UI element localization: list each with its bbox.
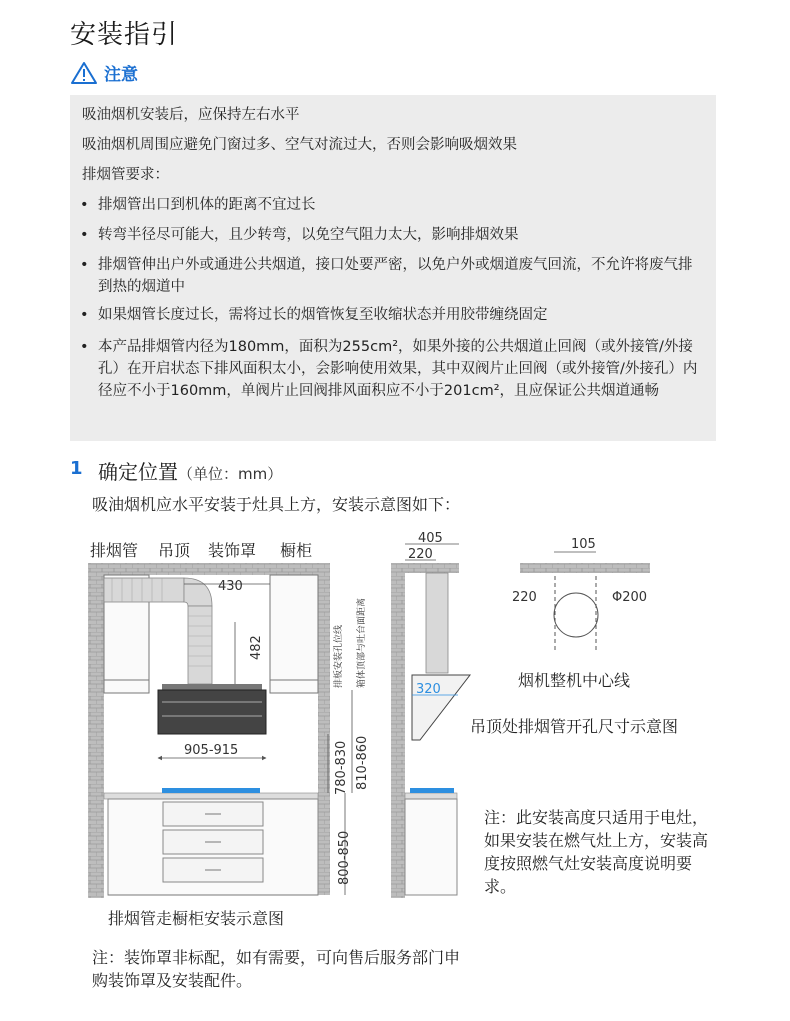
bullet-dot: •: [80, 339, 89, 355]
note-install-height: 注：此安装高度只适用于电灶，如果安装在燃气灶上方，安装高度按照燃气灶安装高度说明要求。: [484, 808, 709, 896]
label-ceiling: 吊顶: [158, 541, 191, 560]
bullet-text: 本产品排烟管内径为180mm，面积为255cm²，如果外接的公共烟道止回阀（或外接管/外接孔）在开启状态下排风面积太小，会影响使用效果，其中双阀片止回阀（或外接管/外接孔）内径应不小于160mm，单阀片止回阀排风面积应不小于201cm²，且应保证公共烟道通畅: [98, 339, 698, 399]
dim-800-850: 800-850: [337, 830, 352, 885]
center-line-label: 烟机整机中心线: [518, 671, 631, 690]
bullet-dot: •: [80, 197, 89, 213]
page-title: 安装指引: [70, 20, 179, 50]
ceiling-wall: [88, 563, 330, 575]
notice-line: 吸油烟机安装后，应保持左右水平: [82, 107, 300, 123]
hole-caption: 吊顶处排烟管开孔尺寸示意图: [470, 717, 679, 736]
section-title-text: 确定位置: [98, 460, 178, 484]
label-cover: 装饰罩: [208, 541, 257, 560]
bullet-text: 如果烟管长度过长，需将过长的烟管恢复至收缩状态并用胶带缠绕固定: [98, 307, 548, 323]
dim-220-hole: 220: [512, 590, 537, 605]
notice-line: 吸油烟机周围应避免门窗过多、空气对流过大，否则会影响吸烟效果: [82, 137, 517, 153]
side-pipe: [426, 573, 448, 673]
bullet-text: 排烟管伸出户外或通进公共烟道，接口处要严密，以免户外或烟道废气回流，不允许将废气排到热的烟道中: [98, 257, 693, 295]
note-decorative-cover: 注：装饰罩非标配，如有需要，可向售后服务部门申购装饰罩及安装配件。: [92, 948, 461, 990]
side-stove: [410, 788, 454, 793]
section-intro: 吸油烟机应水平安装于灶具上方，安装示意图如下：: [92, 495, 461, 514]
dim-780-830: 780-830: [334, 740, 349, 795]
dim-220: 220: [408, 547, 433, 562]
bullet-text: 排烟管出口到机体的距离不宜过长: [98, 197, 316, 213]
dim-phi-200: Φ200: [612, 590, 648, 605]
caution-label: 注意: [104, 65, 138, 85]
bullet-dot: •: [80, 257, 89, 273]
label-exhaust-pipe: 排烟管: [90, 541, 139, 560]
side-counter: [405, 793, 457, 799]
dim-430: 430: [218, 579, 243, 594]
left-diagram-caption: 排烟管走橱柜安装示意图: [108, 909, 285, 928]
bullet-dot: •: [80, 307, 89, 323]
stove: [162, 788, 260, 793]
section-unit: （单位：mm）: [178, 465, 283, 483]
notice-line: 排烟管要求：: [82, 167, 169, 183]
side-wall: [391, 563, 405, 898]
bullet-dot: •: [80, 227, 89, 243]
side-cabinet: [405, 799, 457, 895]
label-cabinet: 橱柜: [280, 541, 313, 560]
section-number: 1: [70, 458, 83, 479]
vertical-text-distance: 箱体顶部与吐台面距离: [357, 597, 367, 688]
side-ceiling: [405, 563, 459, 573]
dim-320: 320: [416, 682, 441, 697]
hole-ceiling: [520, 563, 650, 573]
dim-810-860: 810-860: [355, 735, 370, 790]
dim-482: 482: [249, 635, 264, 660]
vertical-text-hole-line: 排板安装孔位线: [334, 624, 344, 688]
dim-905-915: 905-915: [184, 743, 239, 758]
bullet-text: 转弯半径尽可能大，且少转弯，以免空气阻力太大，影响排烟效果: [98, 227, 519, 243]
hood-body: [158, 690, 266, 734]
counter-top: [104, 793, 318, 799]
left-wall: [88, 563, 104, 898]
upper-cabinet-right: [270, 575, 318, 693]
dim-405: 405: [418, 531, 443, 546]
dim-105: 105: [571, 537, 596, 552]
exhaust-hole: [554, 593, 598, 637]
